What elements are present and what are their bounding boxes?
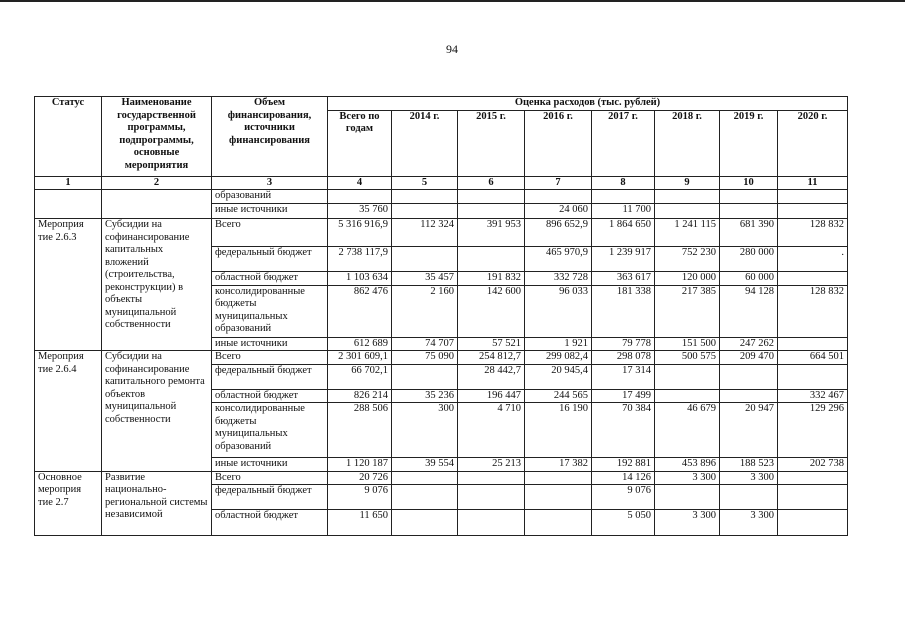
amount-cell: 28 442,7 (458, 364, 525, 389)
amount-cell: 16 190 (525, 403, 592, 458)
header-year: 2020 г. (778, 110, 848, 176)
amount-cell (778, 337, 848, 351)
amount-cell: 17 314 (592, 364, 655, 389)
amount-cell (458, 485, 525, 510)
amount-cell (720, 190, 778, 204)
amount-cell: 3 300 (720, 510, 778, 536)
funding-source-cell: Всего (212, 351, 328, 365)
amount-cell: 11 650 (328, 510, 392, 536)
amount-cell (458, 247, 525, 272)
amount-cell (720, 389, 778, 403)
column-index: 1 (35, 176, 102, 190)
amount-cell: 14 126 (592, 471, 655, 485)
header-year: 2016 г. (525, 110, 592, 176)
header-volume: Объем финансирования, источники финансирования (212, 97, 328, 177)
amount-cell: 3 300 (655, 510, 720, 536)
amount-cell: 664 501 (778, 351, 848, 365)
column-index: 5 (392, 176, 458, 190)
status-cell: Мероприя тие 2.6.3 (35, 219, 102, 351)
amount-cell: 896 652,9 (525, 219, 592, 247)
column-index: 4 (328, 176, 392, 190)
amount-cell: 2 738 117,9 (328, 247, 392, 272)
funding-source-cell: Всего (212, 219, 328, 247)
amount-cell: 363 617 (592, 272, 655, 286)
page-number: 94 (446, 42, 458, 56)
amount-cell (458, 471, 525, 485)
amount-cell (655, 364, 720, 389)
table-row (35, 190, 848, 204)
amount-cell: 192 881 (592, 458, 655, 472)
amount-cell (655, 204, 720, 219)
program-name-cell (102, 190, 212, 219)
amount-cell: 217 385 (655, 285, 720, 337)
funding-source-cell: консолидированные бюджеты муниципальных образований (212, 403, 328, 458)
amount-cell: 500 575 (655, 351, 720, 365)
amount-cell: 196 447 (458, 389, 525, 403)
amount-cell (720, 485, 778, 510)
amount-cell: 453 896 (655, 458, 720, 472)
amount-cell: 299 082,4 (525, 351, 592, 365)
amount-cell (720, 204, 778, 219)
amount-cell: 128 832 (778, 219, 848, 247)
header-year: 2018 г. (655, 110, 720, 176)
column-index: 3 (212, 176, 328, 190)
top-edge-line (0, 0, 905, 2)
amount-cell (778, 190, 848, 204)
amount-cell: 24 060 (525, 204, 592, 219)
amount-cell: 209 470 (720, 351, 778, 365)
funding-source-cell: федеральный бюджет (212, 247, 328, 272)
amount-cell: 1 239 917 (592, 247, 655, 272)
amount-cell (525, 190, 592, 204)
amount-cell: 391 953 (458, 219, 525, 247)
amount-cell: 60 000 (720, 272, 778, 286)
amount-cell (458, 204, 525, 219)
amount-cell (392, 247, 458, 272)
amount-cell: 128 832 (778, 285, 848, 337)
amount-cell: 826 214 (328, 389, 392, 403)
amount-cell: 254 812,7 (458, 351, 525, 365)
amount-cell: 280 000 (720, 247, 778, 272)
amount-cell (778, 510, 848, 536)
amount-cell (525, 471, 592, 485)
amount-cell: 20 945,4 (525, 364, 592, 389)
amount-cell (525, 485, 592, 510)
amount-cell: 2 301 609,1 (328, 351, 392, 365)
table-row (35, 219, 848, 247)
header-estimate: Оценка расходов (тыс. рублей) (328, 97, 848, 111)
amount-cell (778, 272, 848, 286)
amount-cell (655, 485, 720, 510)
amount-cell: 191 832 (458, 272, 525, 286)
header-name: Наименование государственной программы, подпрограммы, основные мероприятия (102, 97, 212, 177)
amount-cell: 94 128 (720, 285, 778, 337)
amount-cell: 681 390 (720, 219, 778, 247)
amount-cell: 142 600 (458, 285, 525, 337)
amount-cell: 66 702,1 (328, 364, 392, 389)
amount-cell (392, 471, 458, 485)
amount-cell: 752 230 (655, 247, 720, 272)
amount-cell (592, 190, 655, 204)
amount-cell: 70 384 (592, 403, 655, 458)
header-year: 2017 г. (592, 110, 655, 176)
amount-cell: 129 296 (778, 403, 848, 458)
amount-cell: 20 947 (720, 403, 778, 458)
program-name-cell: Развитие национально-региональной системы независимой (102, 471, 212, 536)
amount-cell: 300 (392, 403, 458, 458)
amount-cell: 46 679 (655, 403, 720, 458)
amount-cell: 25 213 (458, 458, 525, 472)
amount-cell (392, 364, 458, 389)
amount-cell: 74 707 (392, 337, 458, 351)
status-cell (35, 190, 102, 219)
amount-cell: 4 710 (458, 403, 525, 458)
amount-cell: 96 033 (525, 285, 592, 337)
column-index: 10 (720, 176, 778, 190)
amount-cell: 247 262 (720, 337, 778, 351)
amount-cell (778, 204, 848, 219)
amount-cell: 35 236 (392, 389, 458, 403)
amount-cell: 1 241 115 (655, 219, 720, 247)
header-year: 2015 г. (458, 110, 525, 176)
amount-cell (392, 204, 458, 219)
funding-source-cell: областной бюджет (212, 510, 328, 536)
funding-source-cell: иные источники (212, 458, 328, 472)
amount-cell: 332 467 (778, 389, 848, 403)
column-index: 7 (525, 176, 592, 190)
amount-cell: 2 160 (392, 285, 458, 337)
amount-cell: 11 700 (592, 204, 655, 219)
amount-cell: 9 076 (592, 485, 655, 510)
amount-cell: 1 103 634 (328, 272, 392, 286)
table-row (35, 351, 848, 365)
amount-cell: 3 300 (720, 471, 778, 485)
amount-cell: 17 499 (592, 389, 655, 403)
amount-cell: 35 760 (328, 204, 392, 219)
amount-cell: 465 970,9 (525, 247, 592, 272)
amount-cell: 862 476 (328, 285, 392, 337)
column-index: 11 (778, 176, 848, 190)
amount-cell: 1 921 (525, 337, 592, 351)
amount-cell (720, 364, 778, 389)
amount-cell: 79 778 (592, 337, 655, 351)
amount-cell: 57 521 (458, 337, 525, 351)
amount-cell: 20 726 (328, 471, 392, 485)
funding-source-cell: образований (212, 190, 328, 204)
amount-cell: 9 076 (328, 485, 392, 510)
amount-cell: 120 000 (655, 272, 720, 286)
column-index: 9 (655, 176, 720, 190)
amount-cell: 75 090 (392, 351, 458, 365)
amount-cell (392, 190, 458, 204)
amount-cell: 1 864 650 (592, 219, 655, 247)
amount-cell (778, 471, 848, 485)
amount-cell: 17 382 (525, 458, 592, 472)
amount-cell (458, 510, 525, 536)
funding-source-cell: консолидированные бюджеты муниципальных образований (212, 285, 328, 337)
amount-cell (392, 485, 458, 510)
amount-cell: 202 738 (778, 458, 848, 472)
amount-cell (778, 485, 848, 510)
amount-cell: 181 338 (592, 285, 655, 337)
header-year: 2019 г. (720, 110, 778, 176)
funding-source-cell: федеральный бюджет (212, 485, 328, 510)
amount-cell (778, 364, 848, 389)
amount-cell: 188 523 (720, 458, 778, 472)
funding-source-cell: иные источники (212, 204, 328, 219)
amount-cell: 3 300 (655, 471, 720, 485)
amount-cell (525, 510, 592, 536)
header-status: Статус (35, 97, 102, 177)
budget-table (34, 96, 848, 536)
amount-cell: 298 078 (592, 351, 655, 365)
amount-cell: 39 554 (392, 458, 458, 472)
amount-cell: 35 457 (392, 272, 458, 286)
amount-cell (328, 190, 392, 204)
funding-source-cell: иные источники (212, 337, 328, 351)
amount-cell: . (778, 247, 848, 272)
amount-cell: 244 565 (525, 389, 592, 403)
status-cell: Мероприя тие 2.6.4 (35, 351, 102, 472)
header-year: 2014 г. (392, 110, 458, 176)
program-name-cell: Субсидии на софинансирование капитального ремонта объектов муниципальной собственности (102, 351, 212, 472)
amount-cell: 5 316 916,9 (328, 219, 392, 247)
amount-cell (392, 510, 458, 536)
table-row (35, 471, 848, 485)
program-name-cell: Субсидии на софинансирование капитальных вложений (строительства, реконструкции) в объекты муниципальной собственности (102, 219, 212, 351)
amount-cell (655, 190, 720, 204)
funding-source-cell: областной бюджет (212, 272, 328, 286)
amount-cell: 151 500 (655, 337, 720, 351)
status-cell: Основное мероприя тие 2.7 (35, 471, 102, 536)
funding-source-cell: областной бюджет (212, 389, 328, 403)
column-index: 6 (458, 176, 525, 190)
column-index: 2 (102, 176, 212, 190)
amount-cell (655, 389, 720, 403)
amount-cell (458, 190, 525, 204)
column-index: 8 (592, 176, 655, 190)
amount-cell: 612 689 (328, 337, 392, 351)
funding-source-cell: Всего (212, 471, 328, 485)
header-year: Всего по годам (328, 110, 392, 176)
funding-source-cell: федеральный бюджет (212, 364, 328, 389)
amount-cell: 112 324 (392, 219, 458, 247)
amount-cell: 332 728 (525, 272, 592, 286)
amount-cell: 1 120 187 (328, 458, 392, 472)
amount-cell: 5 050 (592, 510, 655, 536)
amount-cell: 288 506 (328, 403, 392, 458)
